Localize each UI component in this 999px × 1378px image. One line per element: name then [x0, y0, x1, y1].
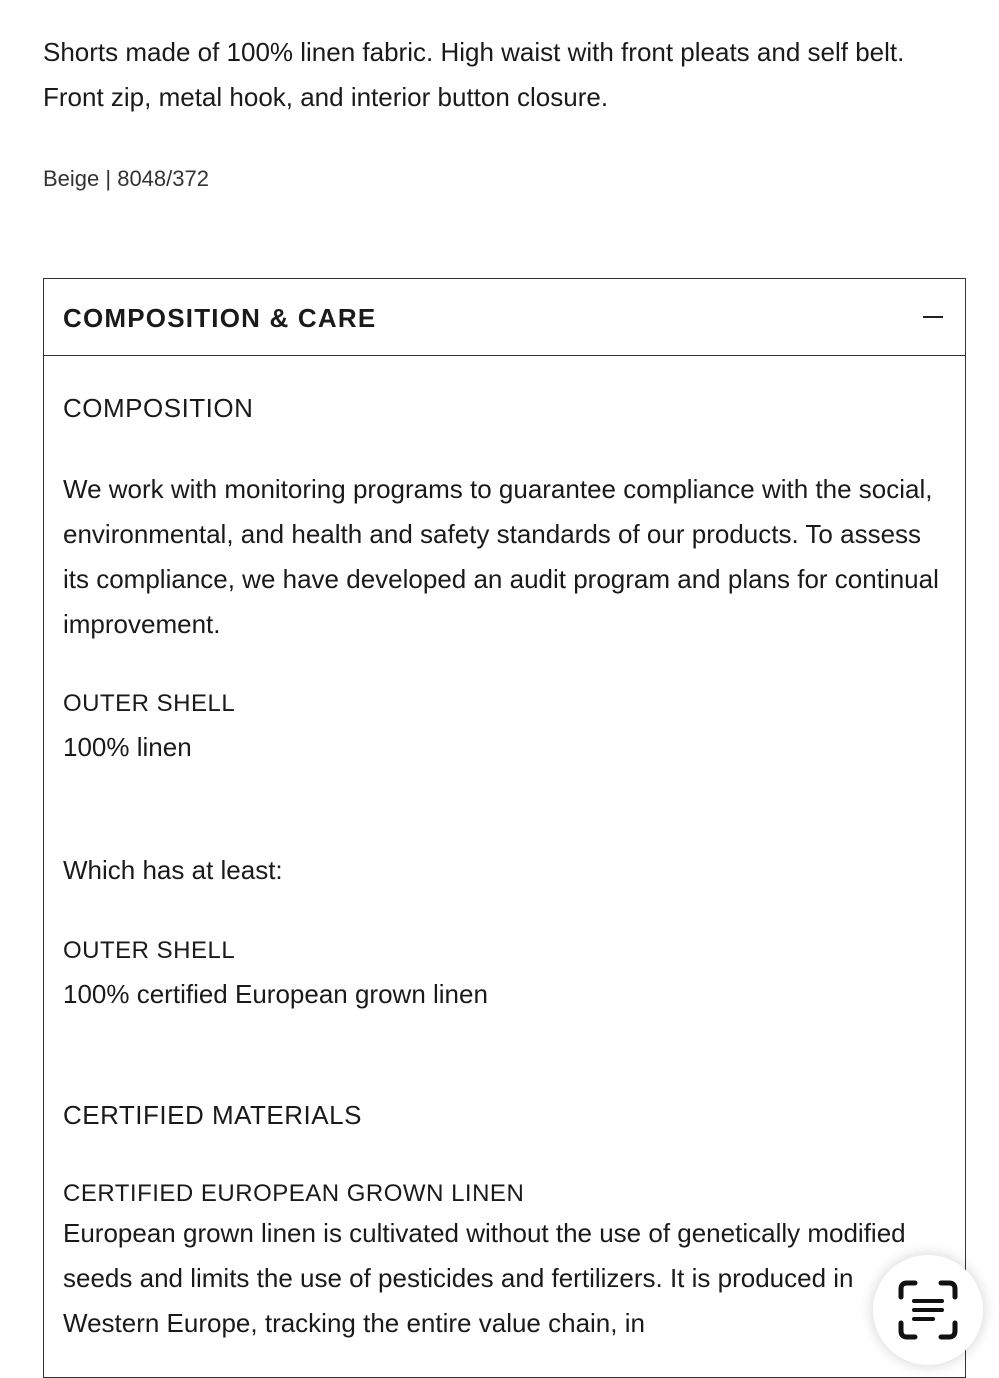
certified-materials-heading: CERTIFIED MATERIALS — [63, 1100, 362, 1130]
accordion-title: COMPOSITION & CARE — [63, 303, 377, 333]
composition-heading: COMPOSITION — [63, 393, 254, 423]
live-text-scan-button[interactable] — [873, 1255, 983, 1365]
outer-shell-value-certified: 100% certified European grown linen — [63, 979, 488, 1009]
certified-linen-text: European grown linen is cultivated without the use of genetically modified seeds and limits the use of pesticides and fertilizers. It is produced in Western Europe, tracking the entire value chain, in — [63, 1218, 906, 1338]
outer-shell-label-certified: OUTER SHELL — [63, 937, 236, 964]
accordion-header[interactable] — [44, 279, 965, 356]
certified-linen-heading: CERTIFIED EUROPEAN GROWN LINEN — [63, 1180, 525, 1207]
monitoring-text: We work with monitoring programs to guarantee compliance with the social, environmental, and health and safety standards of our products. To assess its compliance, we have developed an audit program and plans for continual improvement. — [63, 474, 939, 639]
product-description: Shorts made of 100% linen fabric. High waist with front pleats and self belt. Front zip, metal hook, and interior button closure. — [43, 37, 905, 112]
color-reference: Beige | 8048/372 — [43, 166, 209, 191]
outer-shell-value: 100% linen — [63, 732, 192, 762]
which-has-text: Which has at least: — [63, 855, 283, 885]
composition-care-accordion — [43, 278, 966, 1378]
outer-shell-label: OUTER SHELL — [63, 690, 236, 717]
live-text-scan-icon — [897, 1279, 959, 1341]
minus-icon[interactable] — [923, 316, 943, 318]
